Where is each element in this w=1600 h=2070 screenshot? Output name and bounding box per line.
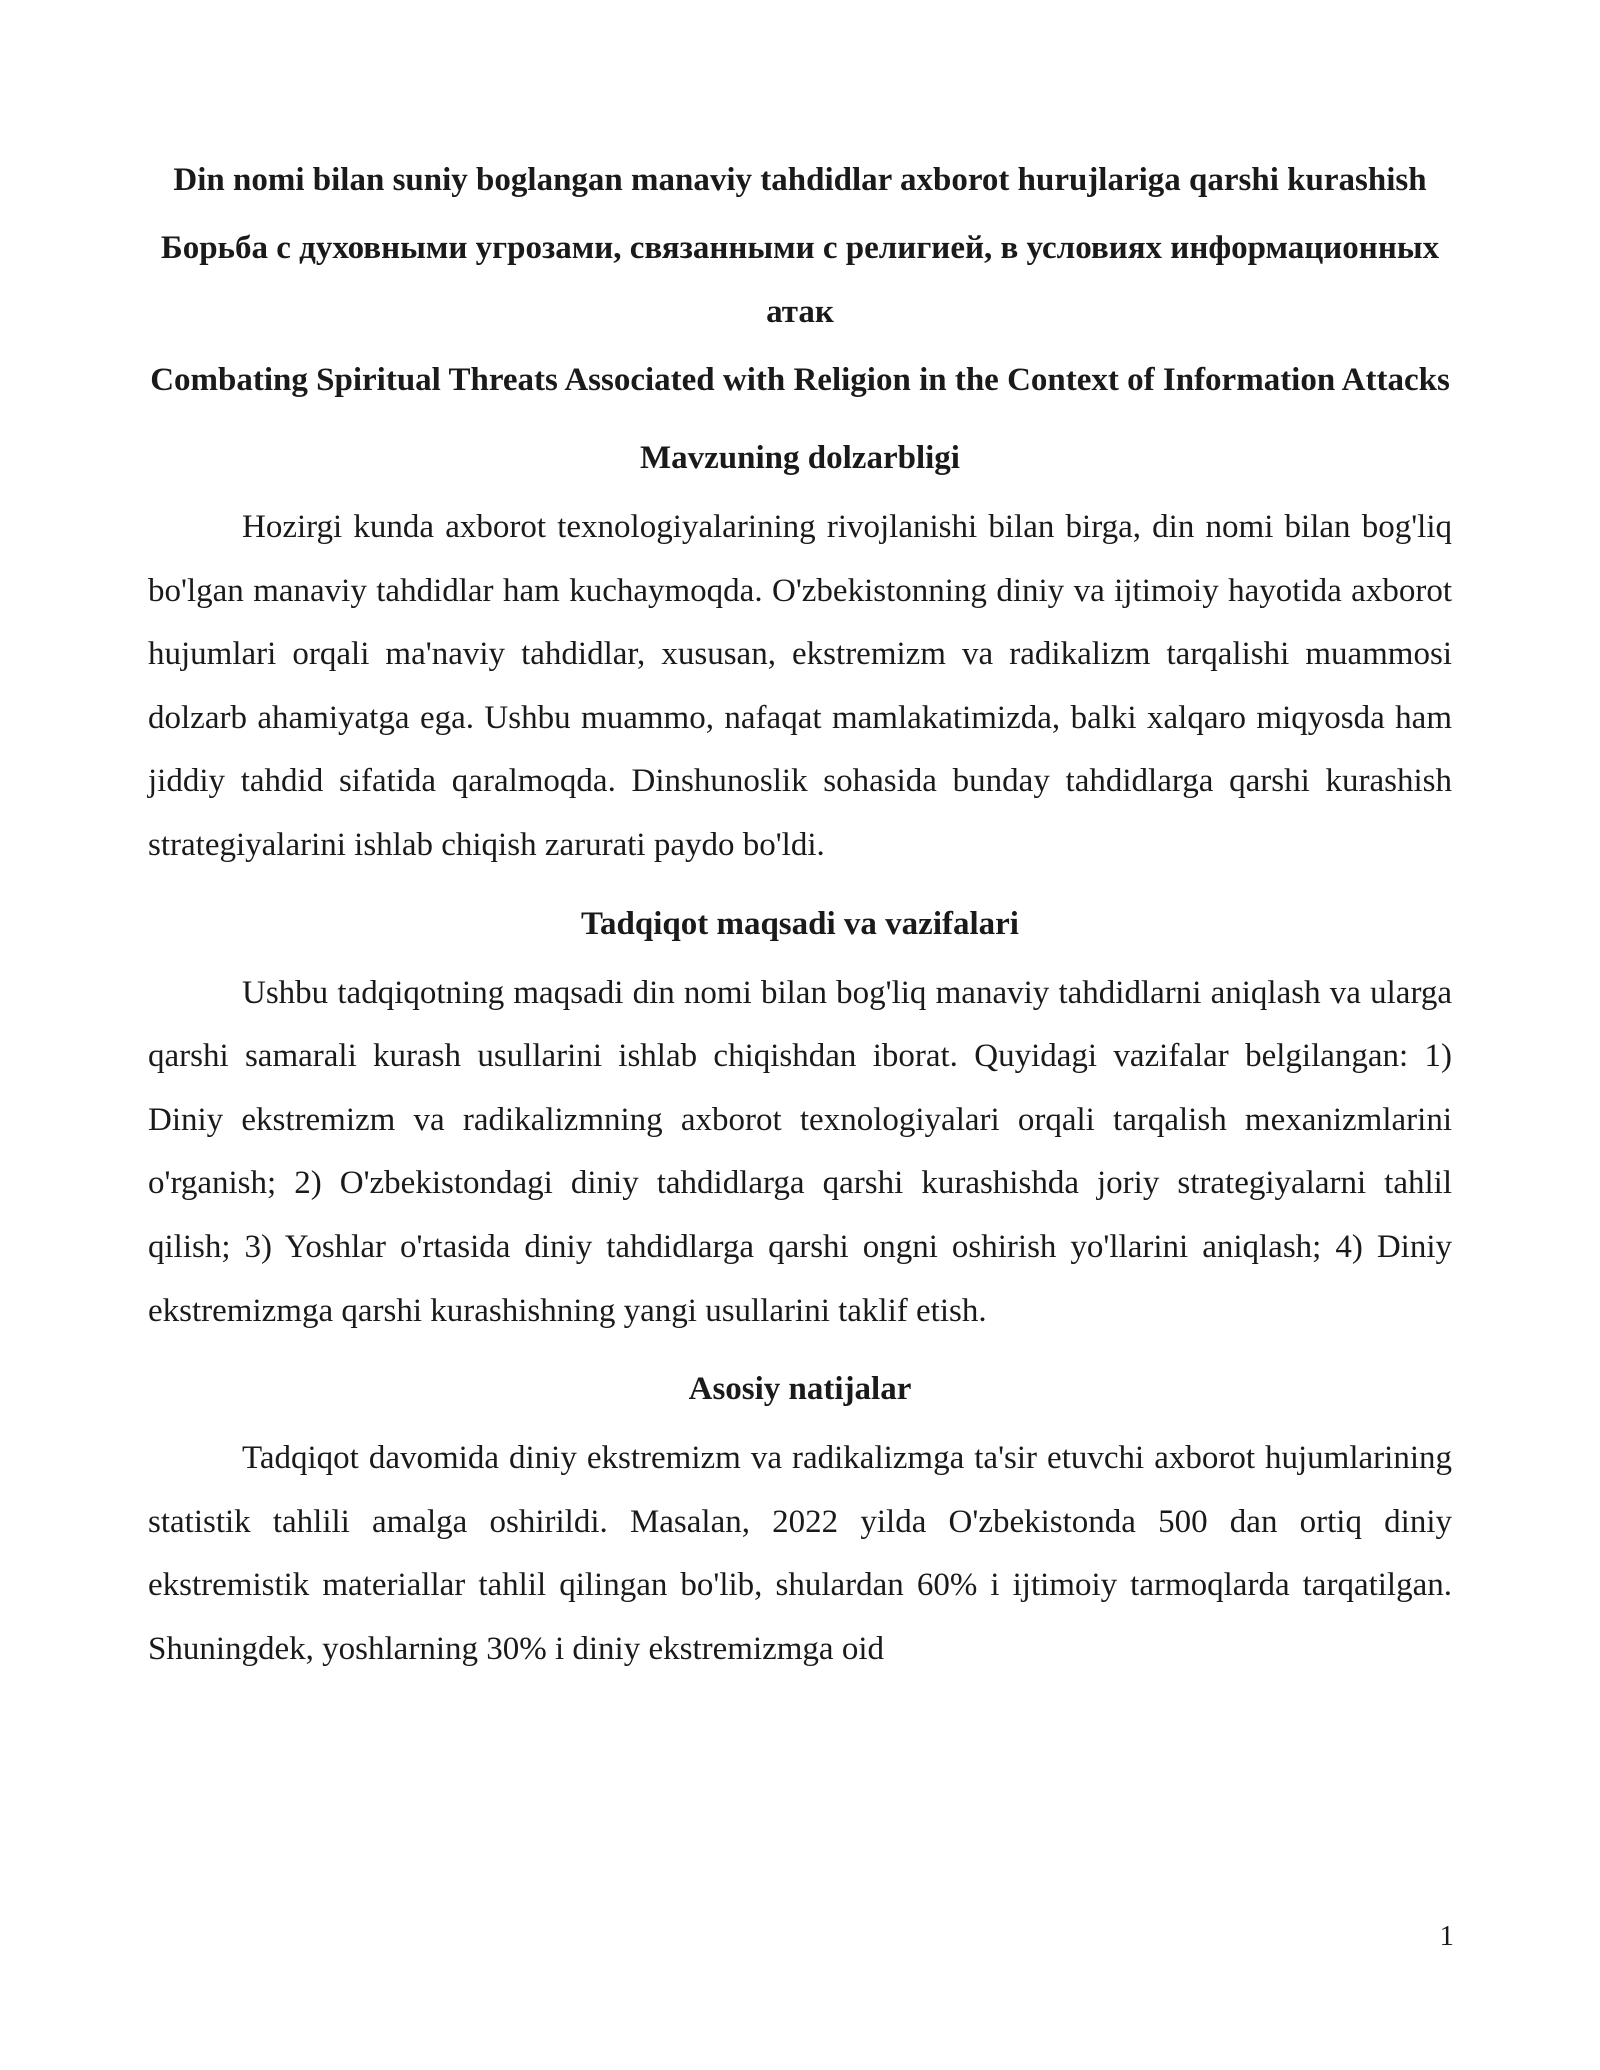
section-paragraph-relevance: Hozirgi kunda axborot texnologiyalarining rivojlanishi bilan birga, din nomi bilan bog'liq bo'lgan manaviy tahdidlar ham kuchaymoqda. O'zbekistonning diniy va ijtimoiy hayotida axborot hujumlari orqali ma'naviy tahdidlar, xususan, ekstremizm va radikalizm tarqalishi muammosi dolzarb ahamiyatga ega. Ushbu muammo, nafaqat mamlakatimizda, balki xalqaro miqyosda ham jiddiy tahdid sifatida qaralmoqda. Dinshunoslik sohasida bunday tahdidlarga qarshi kurashish strategiyalarini ishlab chiqish zarurati paydo bo'ldi.	[148, 509, 1452, 863]
section-heading-results: Asosiy natijalar	[688, 1371, 912, 1408]
section-paragraph-results: Tadqiqot davomida diniy ekstremizm va radikalizmga ta'sir etuvchi axborot hujumlarining statistik tahlili amalga oshirildi. Masalan, 2022 yilda O'zbekistonda 500 dan ortiq diniy ekstremistik materiallar tahlil qilingan bo'lib, shulardan 60% i ijtimoiy tarmoqlarda tarqatilgan. Shuningdek, yoshlarning 30% i diniy ekstremizmga oid	[148, 1440, 1452, 1667]
page-number: 1	[1439, 1920, 1454, 1952]
title-english: Combating Spiritual Threats Associated with Religion in the Context of Information Attacks	[150, 362, 1450, 398]
section-paragraph-goals: Ushbu tadqiqotning maqsadi din nomi bilan bog'liq manaviy tahdidlarni aniqlash va ularga qarshi samarali kurash usullarini ishlab chiqishdan iborat. Quyidagi vazifalar belgilangan: 1) Diniy ekstremizm va radikalizmning axborot texnologiyalari orqali tarqalish mexanizmlarini o'rganish; 2) O'zbekistondagi diniy tahdidlarga qarshi kurashishda joriy strategiyalarni tahlil qilish; 3) Yoshlar o'rtasida diniy tahdidlarga qarshi ongni oshirish yo'llarini aniqlash; 4) Diniy ekstremizmga qarshi kurashishning yangi usullarini taklif etish.	[148, 974, 1452, 1329]
title-uzbek: Din nomi bilan suniy boglangan manaviy tahdidlar axborot hurujlariga qarshi kurashish	[173, 162, 1427, 198]
section-heading-relevance: Mavzuning dolzarbligi	[640, 440, 960, 476]
section-heading-goals: Tadqiqot maqsadi va vazifalari	[581, 905, 1019, 942]
title-russian: Борьба с духовными угрозами, связанными с религией, в условиях информационных атак	[160, 230, 1440, 330]
document-page	[148, 140, 1452, 1682]
